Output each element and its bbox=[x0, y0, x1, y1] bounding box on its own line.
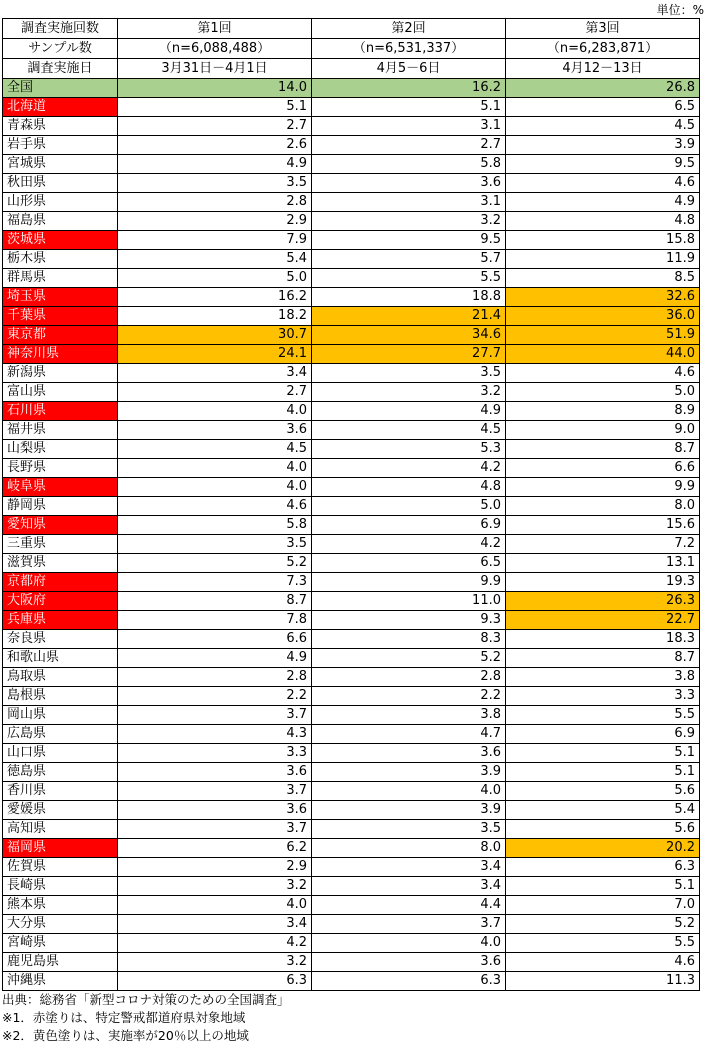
rate-cell-round-3: 4.9 bbox=[506, 193, 700, 212]
prefecture-name: 島根県 bbox=[3, 687, 118, 706]
prefecture-row bbox=[3, 630, 700, 649]
prefecture-name: 香川県 bbox=[3, 782, 118, 801]
rate-cell-round-3: 11.9 bbox=[506, 250, 700, 269]
prefecture-row bbox=[3, 497, 700, 516]
prefecture-row bbox=[3, 858, 700, 877]
rate-cell-round-3: 8.9 bbox=[506, 402, 700, 421]
header-date-2: 4月5－6日 bbox=[312, 59, 506, 79]
prefecture-name: 福島県 bbox=[3, 212, 118, 231]
rate-cell-round-3: 5.6 bbox=[506, 782, 700, 801]
rate-cell-round-3: 5.5 bbox=[506, 934, 700, 953]
rate-cell-round-2: 3.5 bbox=[312, 364, 506, 383]
prefecture-row bbox=[3, 535, 700, 554]
rate-cell-round-3: 7.2 bbox=[506, 535, 700, 554]
rate-cell-round-3: 18.3 bbox=[506, 630, 700, 649]
rate-cell-round-1: 3.6 bbox=[118, 763, 312, 782]
unit-label: 単位：% bbox=[656, 3, 704, 17]
header-label-date: 調査実施日 bbox=[3, 59, 118, 79]
rate-cell-round-2: 3.6 bbox=[312, 744, 506, 763]
prefecture-row bbox=[3, 516, 700, 535]
prefecture-row bbox=[3, 288, 700, 307]
rate-cell-round-2: 5.0 bbox=[312, 497, 506, 516]
rate-cell-round-3: 7.0 bbox=[506, 896, 700, 915]
rate-cell-round-3: 9.9 bbox=[506, 478, 700, 497]
rate-cell-round-3: 22.7 bbox=[506, 611, 700, 630]
prefecture-row bbox=[3, 98, 700, 117]
prefecture-name: 長野県 bbox=[3, 459, 118, 478]
rate-cell-round-2: 5.7 bbox=[312, 250, 506, 269]
prefecture-row bbox=[3, 573, 700, 592]
rate-cell-round-3: 5.1 bbox=[506, 744, 700, 763]
prefecture-row bbox=[3, 953, 700, 972]
header-row-date bbox=[3, 59, 700, 79]
prefecture-name: 北海道 bbox=[3, 98, 118, 117]
prefecture-name: 愛知県 bbox=[3, 516, 118, 535]
source-note: 出典：総務省「新型コロナ対策のための全国調査」 bbox=[2, 992, 290, 1007]
rate-cell-round-2: 6.9 bbox=[312, 516, 506, 535]
prefecture-row bbox=[3, 307, 700, 326]
rate-cell-round-3: 5.6 bbox=[506, 820, 700, 839]
rate-cell-round-2: 21.4 bbox=[312, 307, 506, 326]
prefecture-name: 福井県 bbox=[3, 421, 118, 440]
rate-cell-round-2: 3.7 bbox=[312, 915, 506, 934]
prefecture-row bbox=[3, 136, 700, 155]
rate-cell-round-1: 16.2 bbox=[118, 288, 312, 307]
prefecture-name: 広島県 bbox=[3, 725, 118, 744]
rate-cell-round-1: 3.2 bbox=[118, 877, 312, 896]
rate-cell-round-1: 4.0 bbox=[118, 459, 312, 478]
prefecture-name: 兵庫県 bbox=[3, 611, 118, 630]
rate-cell-round-2: 4.5 bbox=[312, 421, 506, 440]
rate-cell-round-3: 5.4 bbox=[506, 801, 700, 820]
rate-cell-round-1: 3.2 bbox=[118, 953, 312, 972]
rate-cell-round-2: 5.1 bbox=[312, 98, 506, 117]
rate-cell-round-1: 3.5 bbox=[118, 535, 312, 554]
rate-cell-round-2: 3.1 bbox=[312, 117, 506, 136]
note-red: ※1．赤塗りは、特定警戒都道府県対象地域 bbox=[2, 1010, 246, 1025]
prefecture-row bbox=[3, 972, 700, 991]
header-sample-2: （n=6,531,337） bbox=[312, 39, 506, 59]
rate-cell-round-2: 3.2 bbox=[312, 212, 506, 231]
rate-cell-round-3: 8.0 bbox=[506, 497, 700, 516]
prefecture-row bbox=[3, 801, 700, 820]
rate-cell-round-1: 4.0 bbox=[118, 402, 312, 421]
rate-cell-round-2: 4.2 bbox=[312, 459, 506, 478]
prefecture-name: 青森県 bbox=[3, 117, 118, 136]
rate-cell-round-2: 4.7 bbox=[312, 725, 506, 744]
prefecture-name: 栃木県 bbox=[3, 250, 118, 269]
header-sample-1: （n=6,088,488） bbox=[118, 39, 312, 59]
prefecture-name: 宮崎県 bbox=[3, 934, 118, 953]
rate-cell-round-1: 2.9 bbox=[118, 212, 312, 231]
prefecture-name: 熊本県 bbox=[3, 896, 118, 915]
prefecture-name: 岡山県 bbox=[3, 706, 118, 725]
rate-cell-round-1: 14.0 bbox=[118, 79, 312, 98]
rate-cell-round-3: 3.8 bbox=[506, 668, 700, 687]
rate-cell-round-3: 4.6 bbox=[506, 364, 700, 383]
rate-cell-round-2: 11.0 bbox=[312, 592, 506, 611]
rate-cell-round-1: 3.4 bbox=[118, 915, 312, 934]
prefecture-row bbox=[3, 364, 700, 383]
rate-cell-round-3: 8.7 bbox=[506, 649, 700, 668]
rate-cell-round-3: 13.1 bbox=[506, 554, 700, 573]
rate-cell-round-2: 4.0 bbox=[312, 934, 506, 953]
rate-cell-round-1: 2.9 bbox=[118, 858, 312, 877]
prefecture-name: 鹿児島県 bbox=[3, 953, 118, 972]
rate-cell-round-3: 32.6 bbox=[506, 288, 700, 307]
rate-cell-round-1: 18.2 bbox=[118, 307, 312, 326]
prefecture-name: 静岡県 bbox=[3, 497, 118, 516]
prefecture-row bbox=[3, 345, 700, 364]
prefecture-row bbox=[3, 706, 700, 725]
rate-cell-round-3: 5.2 bbox=[506, 915, 700, 934]
rate-cell-round-1: 6.3 bbox=[118, 972, 312, 991]
prefecture-row bbox=[3, 782, 700, 801]
prefecture-row bbox=[3, 896, 700, 915]
prefecture-row bbox=[3, 934, 700, 953]
prefecture-name: 和歌山県 bbox=[3, 649, 118, 668]
rate-cell-round-3: 36.0 bbox=[506, 307, 700, 326]
rate-cell-round-1: 7.9 bbox=[118, 231, 312, 250]
rate-cell-round-2: 3.9 bbox=[312, 801, 506, 820]
rate-cell-round-1: 4.0 bbox=[118, 896, 312, 915]
rate-cell-round-2: 3.5 bbox=[312, 820, 506, 839]
rate-cell-round-2: 3.6 bbox=[312, 174, 506, 193]
rate-cell-round-1: 5.1 bbox=[118, 98, 312, 117]
rate-cell-round-2: 2.8 bbox=[312, 668, 506, 687]
prefecture-name: 奈良県 bbox=[3, 630, 118, 649]
prefecture-row bbox=[3, 668, 700, 687]
rate-cell-round-2: 18.8 bbox=[312, 288, 506, 307]
rate-cell-round-3: 6.6 bbox=[506, 459, 700, 478]
rate-cell-round-1: 3.7 bbox=[118, 820, 312, 839]
rate-cell-round-1: 7.3 bbox=[118, 573, 312, 592]
prefecture-row bbox=[3, 212, 700, 231]
rate-cell-round-3: 4.8 bbox=[506, 212, 700, 231]
nation-row bbox=[3, 79, 700, 98]
rate-cell-round-2: 27.7 bbox=[312, 345, 506, 364]
rate-cell-round-1: 6.6 bbox=[118, 630, 312, 649]
prefecture-row bbox=[3, 839, 700, 858]
rate-cell-round-2: 4.8 bbox=[312, 478, 506, 497]
prefecture-row bbox=[3, 117, 700, 136]
prefecture-row bbox=[3, 478, 700, 497]
rate-cell-round-3: 5.5 bbox=[506, 706, 700, 725]
rate-cell-round-3: 11.3 bbox=[506, 972, 700, 991]
prefecture-name: 大阪府 bbox=[3, 592, 118, 611]
rate-cell-round-2: 6.5 bbox=[312, 554, 506, 573]
rate-cell-round-2: 2.7 bbox=[312, 136, 506, 155]
rate-cell-round-2: 4.4 bbox=[312, 896, 506, 915]
prefecture-name: 京都府 bbox=[3, 573, 118, 592]
prefecture-name: 福岡県 bbox=[3, 839, 118, 858]
prefecture-row bbox=[3, 269, 700, 288]
header-label-sample: サンプル数 bbox=[3, 39, 118, 59]
rate-cell-round-3: 5.1 bbox=[506, 763, 700, 782]
header-date-3: 4月12－13日 bbox=[506, 59, 700, 79]
rate-cell-round-1: 5.8 bbox=[118, 516, 312, 535]
rate-cell-round-1: 3.6 bbox=[118, 801, 312, 820]
prefecture-name: 埼玉県 bbox=[3, 288, 118, 307]
prefecture-name: 三重県 bbox=[3, 535, 118, 554]
prefecture-row bbox=[3, 592, 700, 611]
rate-cell-round-1: 4.5 bbox=[118, 440, 312, 459]
prefecture-row bbox=[3, 554, 700, 573]
prefecture-row bbox=[3, 744, 700, 763]
rate-cell-round-1: 5.2 bbox=[118, 554, 312, 573]
prefecture-name: 沖縄県 bbox=[3, 972, 118, 991]
survey-table bbox=[2, 18, 700, 991]
rate-cell-round-1: 4.6 bbox=[118, 497, 312, 516]
rate-cell-round-1: 4.3 bbox=[118, 725, 312, 744]
prefecture-row bbox=[3, 725, 700, 744]
rate-cell-round-3: 3.3 bbox=[506, 687, 700, 706]
header-row-sample bbox=[3, 39, 700, 59]
rate-cell-round-2: 5.3 bbox=[312, 440, 506, 459]
prefecture-name: 群馬県 bbox=[3, 269, 118, 288]
prefecture-name: 佐賀県 bbox=[3, 858, 118, 877]
rate-cell-round-3: 15.8 bbox=[506, 231, 700, 250]
prefecture-row bbox=[3, 649, 700, 668]
rate-cell-round-2: 3.4 bbox=[312, 858, 506, 877]
prefecture-row bbox=[3, 250, 700, 269]
rate-cell-round-1: 4.2 bbox=[118, 934, 312, 953]
rate-cell-round-1: 8.7 bbox=[118, 592, 312, 611]
rate-cell-round-2: 3.4 bbox=[312, 877, 506, 896]
rate-cell-round-1: 3.7 bbox=[118, 706, 312, 725]
prefecture-row bbox=[3, 155, 700, 174]
rate-cell-round-1: 4.0 bbox=[118, 478, 312, 497]
rate-cell-round-3: 6.5 bbox=[506, 98, 700, 117]
prefecture-name: 富山県 bbox=[3, 383, 118, 402]
header-round-1: 第1回 bbox=[118, 19, 312, 39]
rate-cell-round-2: 3.8 bbox=[312, 706, 506, 725]
rate-cell-round-1: 5.4 bbox=[118, 250, 312, 269]
rate-cell-round-1: 2.8 bbox=[118, 668, 312, 687]
rate-cell-round-1: 30.7 bbox=[118, 326, 312, 345]
rate-cell-round-2: 5.2 bbox=[312, 649, 506, 668]
rate-cell-round-3: 3.9 bbox=[506, 136, 700, 155]
rate-cell-round-2: 3.1 bbox=[312, 193, 506, 212]
rate-cell-round-2: 5.5 bbox=[312, 269, 506, 288]
prefecture-name: 大分県 bbox=[3, 915, 118, 934]
rate-cell-round-2: 9.3 bbox=[312, 611, 506, 630]
rate-cell-round-3: 4.5 bbox=[506, 117, 700, 136]
prefecture-name: 宮城県 bbox=[3, 155, 118, 174]
prefecture-name: 山形県 bbox=[3, 193, 118, 212]
rate-cell-round-1: 5.0 bbox=[118, 269, 312, 288]
rate-cell-round-3: 8.7 bbox=[506, 440, 700, 459]
rate-cell-round-1: 2.7 bbox=[118, 383, 312, 402]
rate-cell-round-1: 24.1 bbox=[118, 345, 312, 364]
header-row-round bbox=[3, 19, 700, 39]
rate-cell-round-3: 26.3 bbox=[506, 592, 700, 611]
prefecture-name: 岐阜県 bbox=[3, 478, 118, 497]
prefecture-name: 神奈川県 bbox=[3, 345, 118, 364]
rate-cell-round-2: 3.2 bbox=[312, 383, 506, 402]
note-yellow: ※2．黄色塗りは、実施率が20％以上の地域 bbox=[2, 1028, 249, 1043]
prefecture-row bbox=[3, 326, 700, 345]
header-round-2: 第2回 bbox=[312, 19, 506, 39]
rate-cell-round-3: 8.5 bbox=[506, 269, 700, 288]
rate-cell-round-3: 9.0 bbox=[506, 421, 700, 440]
rate-cell-round-3: 15.6 bbox=[506, 516, 700, 535]
rate-cell-round-2: 8.0 bbox=[312, 839, 506, 858]
rate-cell-round-2: 9.9 bbox=[312, 573, 506, 592]
prefecture-row bbox=[3, 763, 700, 782]
rate-cell-round-1: 4.9 bbox=[118, 155, 312, 174]
rate-cell-round-3: 4.6 bbox=[506, 174, 700, 193]
prefecture-name: 東京都 bbox=[3, 326, 118, 345]
rate-cell-round-1: 7.8 bbox=[118, 611, 312, 630]
header-date-1: 3月31日－4月1日 bbox=[118, 59, 312, 79]
prefecture-row bbox=[3, 877, 700, 896]
prefecture-row bbox=[3, 440, 700, 459]
rate-cell-round-3: 19.3 bbox=[506, 573, 700, 592]
rate-cell-round-1: 3.7 bbox=[118, 782, 312, 801]
prefecture-name: 新潟県 bbox=[3, 364, 118, 383]
prefecture-row bbox=[3, 611, 700, 630]
prefecture-name: 岩手県 bbox=[3, 136, 118, 155]
prefecture-row bbox=[3, 459, 700, 478]
prefecture-name: 全国 bbox=[3, 79, 118, 98]
rate-cell-round-3: 9.5 bbox=[506, 155, 700, 174]
rate-cell-round-2: 4.9 bbox=[312, 402, 506, 421]
prefecture-name: 石川県 bbox=[3, 402, 118, 421]
rate-cell-round-2: 3.6 bbox=[312, 953, 506, 972]
rate-cell-round-1: 2.8 bbox=[118, 193, 312, 212]
prefecture-name: 長崎県 bbox=[3, 877, 118, 896]
prefecture-row bbox=[3, 421, 700, 440]
prefecture-row bbox=[3, 820, 700, 839]
prefecture-row bbox=[3, 231, 700, 250]
rate-cell-round-2: 4.0 bbox=[312, 782, 506, 801]
prefecture-row bbox=[3, 383, 700, 402]
rate-cell-round-3: 26.8 bbox=[506, 79, 700, 98]
prefecture-name: 高知県 bbox=[3, 820, 118, 839]
rate-cell-round-3: 44.0 bbox=[506, 345, 700, 364]
rate-cell-round-2: 3.9 bbox=[312, 763, 506, 782]
rate-cell-round-3: 6.3 bbox=[506, 858, 700, 877]
prefecture-name: 山梨県 bbox=[3, 440, 118, 459]
rate-cell-round-2: 8.3 bbox=[312, 630, 506, 649]
prefecture-name: 秋田県 bbox=[3, 174, 118, 193]
prefecture-name: 愛媛県 bbox=[3, 801, 118, 820]
rate-cell-round-2: 2.2 bbox=[312, 687, 506, 706]
rate-cell-round-1: 3.3 bbox=[118, 744, 312, 763]
rate-cell-round-2: 4.2 bbox=[312, 535, 506, 554]
prefecture-row bbox=[3, 402, 700, 421]
rate-cell-round-3: 20.2 bbox=[506, 839, 700, 858]
rate-cell-round-1: 3.4 bbox=[118, 364, 312, 383]
rate-cell-round-2: 16.2 bbox=[312, 79, 506, 98]
rate-cell-round-2: 5.8 bbox=[312, 155, 506, 174]
prefecture-name: 千葉県 bbox=[3, 307, 118, 326]
header-round-3: 第3回 bbox=[506, 19, 700, 39]
prefecture-name: 山口県 bbox=[3, 744, 118, 763]
prefecture-name: 徳島県 bbox=[3, 763, 118, 782]
rate-cell-round-1: 6.2 bbox=[118, 839, 312, 858]
prefecture-row bbox=[3, 687, 700, 706]
prefecture-name: 滋賀県 bbox=[3, 554, 118, 573]
prefecture-row bbox=[3, 174, 700, 193]
rate-cell-round-1: 2.2 bbox=[118, 687, 312, 706]
rate-cell-round-1: 2.7 bbox=[118, 117, 312, 136]
prefecture-name: 茨城県 bbox=[3, 231, 118, 250]
rate-cell-round-2: 9.5 bbox=[312, 231, 506, 250]
rate-cell-round-3: 4.6 bbox=[506, 953, 700, 972]
rate-cell-round-3: 51.9 bbox=[506, 326, 700, 345]
header-sample-3: （n=6,283,871） bbox=[506, 39, 700, 59]
prefecture-row bbox=[3, 193, 700, 212]
notes bbox=[2, 991, 290, 1045]
rate-cell-round-3: 6.9 bbox=[506, 725, 700, 744]
rate-cell-round-2: 6.3 bbox=[312, 972, 506, 991]
rate-cell-round-1: 3.5 bbox=[118, 174, 312, 193]
rate-cell-round-1: 3.6 bbox=[118, 421, 312, 440]
rate-cell-round-1: 2.6 bbox=[118, 136, 312, 155]
rate-cell-round-3: 5.0 bbox=[506, 383, 700, 402]
prefecture-name: 鳥取県 bbox=[3, 668, 118, 687]
rate-cell-round-2: 34.6 bbox=[312, 326, 506, 345]
rate-cell-round-3: 5.1 bbox=[506, 877, 700, 896]
header-label-round: 調査実施回数 bbox=[3, 19, 118, 39]
rate-cell-round-1: 4.9 bbox=[118, 649, 312, 668]
prefecture-row bbox=[3, 915, 700, 934]
